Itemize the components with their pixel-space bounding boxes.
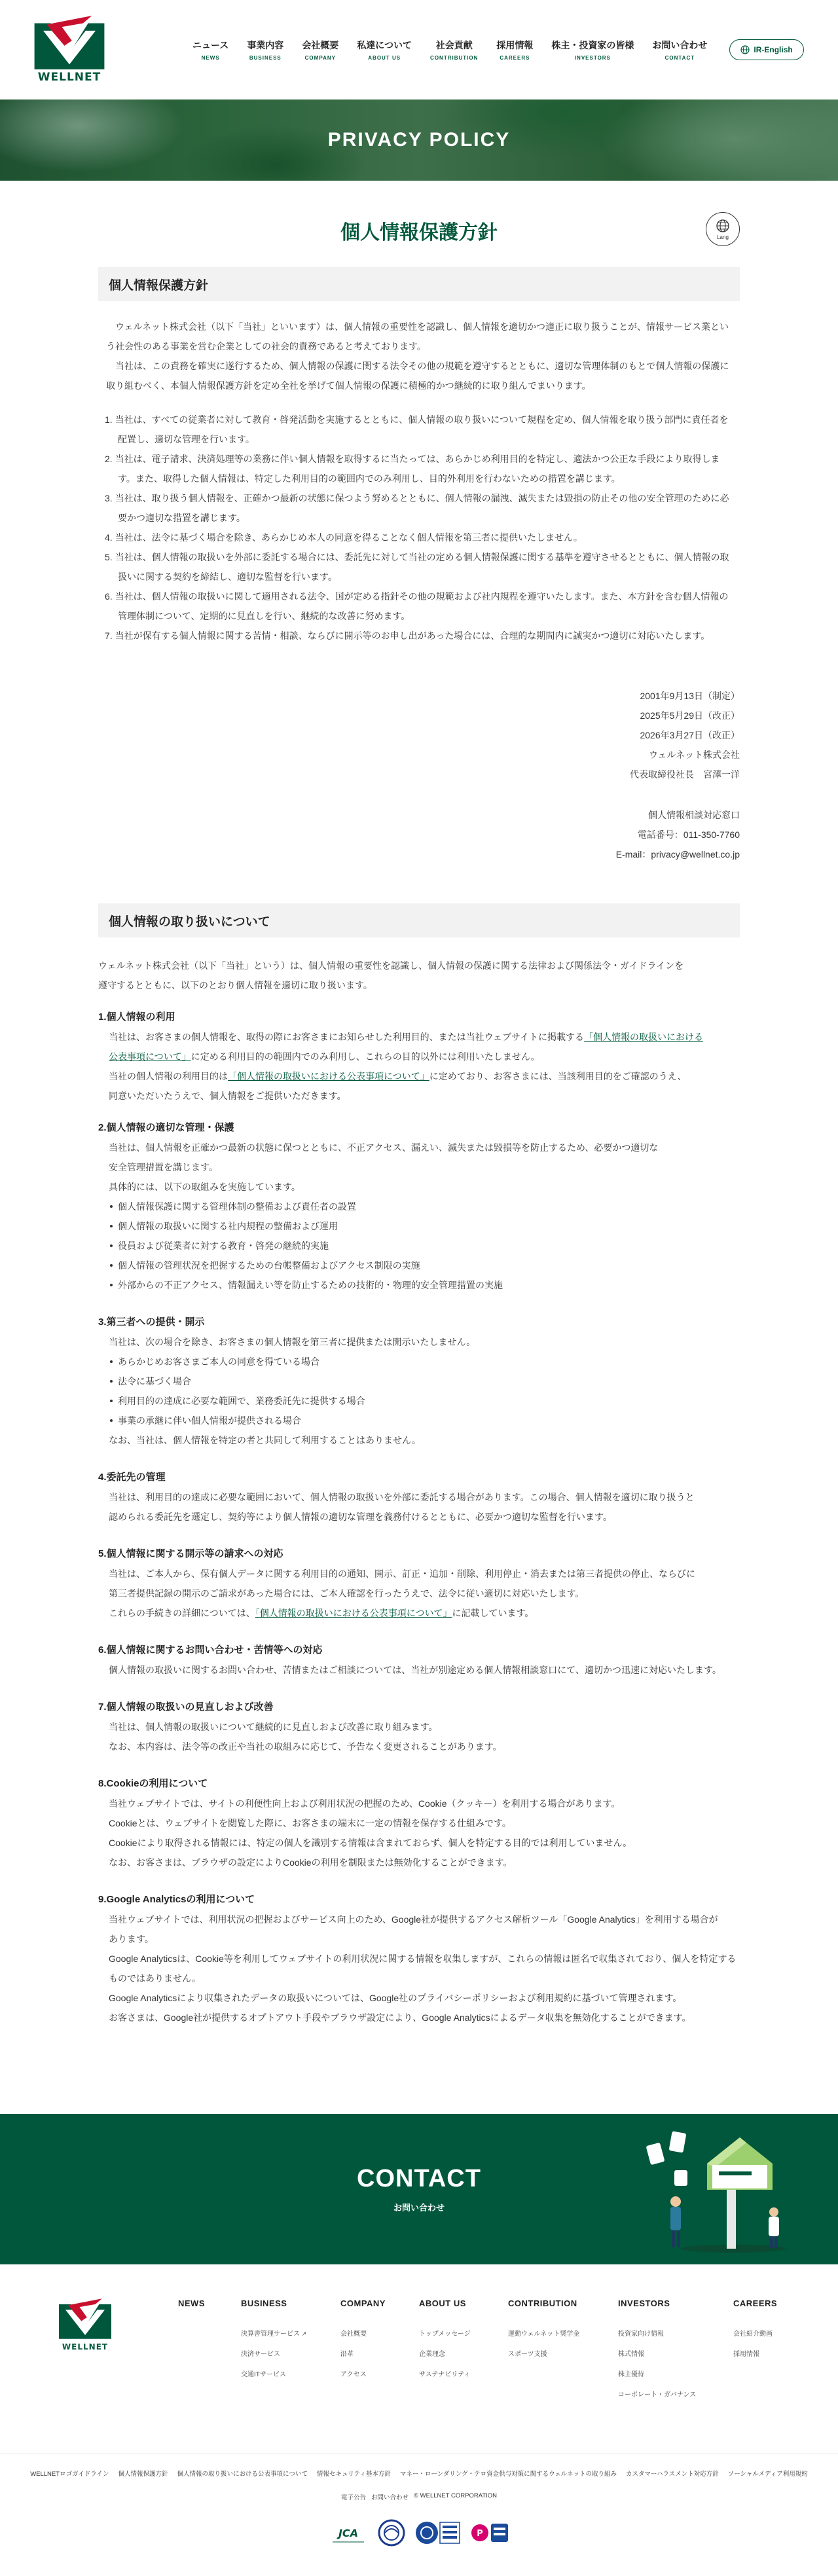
footer-meta-link[interactable]: お問い合わせ: [371, 2494, 409, 2501]
footer-meta-link[interactable]: 電子公告: [340, 2494, 366, 2501]
footer-col-heading[interactable]: CAREERS: [733, 2298, 778, 2308]
mailbox-illustration-icon: [635, 2124, 792, 2255]
logo-text: WELLNET: [37, 71, 101, 84]
certification-badges: [0, 2518, 838, 2576]
policy-signature: [98, 645, 740, 784]
footer-columns: [178, 2298, 799, 2409]
footer-link-label: 決算書管理サービス: [241, 2331, 300, 2338]
footer-logo[interactable]: [59, 2298, 111, 2351]
nav-news[interactable]: [183, 39, 238, 61]
paragraph: Google Analyticsにより収集されたデータの取扱いについては、Google社のプライバシーポリシーおよび利用規約に基づいて管理されます。: [109, 1993, 682, 2003]
representative: 代表取締役社長 宮澤一洋: [630, 769, 740, 780]
footer-link[interactable]: トップメッセージ: [419, 2331, 471, 2338]
footer-col-news: [178, 2298, 241, 2409]
subsection-title: 6.個人情報に関するお問い合わせ・苦情等への対応: [98, 1644, 323, 1656]
section-heading-handling: 個人情報の取り扱いについて: [98, 903, 740, 937]
paragraph: 当社は、ご本人から、保有個人データに関する利用目的の通知、開示、訂正・追加・削除、利用停止・消去または第三者提供の停止、ならびに: [109, 1569, 695, 1579]
nav-label-en: INVESTORS: [574, 55, 611, 61]
nav-investors[interactable]: [542, 39, 643, 61]
footer-link[interactable]: サステナビリティ: [419, 2371, 471, 2378]
footer-logo-text: WELLNET: [62, 2342, 109, 2351]
paragraph: 個人情報の取扱いに関するお問い合わせ、苦情またはご相談については、当社が別途定める個人情報相談窓口にて、適切かつ迅速に対応いたします。: [109, 1665, 721, 1675]
list-item: 個人情報の取扱いに関する社内規程の整備および運用: [109, 1216, 740, 1236]
list-item: あらかじめお客さまご本人の同意を得ている場合: [109, 1352, 740, 1371]
subsection-body: [98, 1138, 740, 1197]
list-item: 5. 当社は、個人情報の取扱いを外部に委託する場合には、委託先に対して当社の定める個人情報保護に関する基準を遵守させるとともに、個人情報の取扱いに関する契約を締結し、適切な監督を行います。: [105, 552, 729, 582]
subsection-title: 9.Google Analyticsの利用について: [98, 1894, 255, 1905]
nav-label-jp: 株主・投資家の皆様: [551, 40, 634, 50]
footer-link[interactable]: [241, 2328, 340, 2338]
subsection-body: [98, 1332, 740, 1352]
footer-col-contribution: [508, 2298, 618, 2409]
list-item: 個人情報保護に関する管理体制の整備および責任者の設置: [109, 1197, 740, 1216]
badge-text: P: [477, 2529, 483, 2539]
nav-label-en: COMPANY: [304, 55, 336, 61]
subsection-title: 1.個人情報の利用: [98, 1011, 175, 1023]
disclosure-link[interactable]: 「個人情報の取扱いにおける公表事項について」: [228, 1071, 429, 1081]
footer-link[interactable]: 運動ウェルネット奨学金: [508, 2331, 580, 2338]
global-nav: [183, 39, 716, 61]
paragraph: 具体的には、以下の取組みを実施しています。: [109, 1182, 301, 1192]
list-item: 役員および従業者に対する教育・啓発の継続的実施: [109, 1236, 740, 1256]
paragraph: 遵守するとともに、以下のとおり個人情報を適切に取り扱います。: [98, 980, 373, 990]
text: 当社の個人情報の利用目的は: [109, 1071, 228, 1081]
copyright: © WELLNET CORPORATION: [414, 2492, 498, 2499]
list-item: 法令に基づく場合: [109, 1371, 740, 1391]
footer-col-heading[interactable]: NEWS: [178, 2298, 205, 2308]
globe-icon: [716, 219, 730, 233]
paragraph: [109, 1027, 740, 1047]
footer-policy-link[interactable]: 個人情報の取り扱いにおける公表事項について: [177, 2471, 308, 2478]
list-item: 3. 当社は、取り扱う個人情報を、正確かつ最新の状態に保つよう努めるとともに、個人情報の漏洩、滅失または毀損の防止その他の安全管理のために必要かつ適切な措置を講じます。: [105, 493, 729, 523]
nav-label-en: NEWS: [201, 55, 220, 61]
bullet-list: [98, 1352, 740, 1430]
nav-label-en: CONTACT: [665, 55, 695, 61]
external-link-icon: ↗: [301, 2331, 307, 2337]
footer-link[interactable]: コーポレート・ガバナンス: [618, 2391, 697, 2399]
paragraph: なお、当社は、個人情報を特定の者と共同して利用することはありません。: [109, 1435, 421, 1445]
nav-business[interactable]: [238, 39, 293, 61]
date-revised: 2026年3月27日（改正）: [640, 730, 740, 740]
paragraph: 認められる委託先を選定し、契約等により個人情報の適切な管理を義務付けるとともに、必要かつ適切な監督を行います。: [109, 1512, 612, 1522]
list-item: 1. 当社は、すべての従業者に対して教育・啓発活動を実施するとともに、個人情報の取り扱いについて規程を定め、個人情報を取り扱う部門に責任者を配置し、適切な管理を行います。: [105, 414, 729, 444]
contact-banner[interactable]: [0, 2114, 838, 2264]
footer-policy-links: [0, 2469, 838, 2478]
nav-label-jp: ニュース: [192, 40, 229, 50]
handling-intro: [98, 937, 740, 995]
ir-english-button[interactable]: [729, 39, 803, 60]
contact-phone: 電話番号：011-350-7760: [637, 829, 740, 840]
date-enacted: 2001年9月13日（制定）: [640, 691, 740, 701]
subsection-body: [98, 1027, 740, 1106]
nav-label-en: BUSINESS: [249, 55, 282, 61]
text: 当社は、お客さまの個人情報を、取得の際にお客さまにお知らせした利用目的、または当社ウェブサイトに掲載する: [109, 1032, 585, 1042]
footer-link[interactable]: スポーツ支援: [508, 2351, 547, 2358]
footer-col-heading[interactable]: BUSINESS: [241, 2298, 287, 2308]
paragraph: [109, 1047, 740, 1066]
list-item: 利用目的の達成に必要な範囲で、業務委託先に提供する場合: [109, 1391, 740, 1411]
paragraph: 当社は、この責務を確実に遂行するため、個人情報の保護に関する法令その他の規範を遵守するとともに、適切な管理体制のもとで個人情報の保護に取り組むべく、本個人情報保護方針を定め全社を挙げて個人情報の保護に積極的かつ継続的に取り組んでまいります。: [106, 361, 729, 391]
subsection-body: [98, 1910, 740, 2027]
footer-link[interactable]: 企業理念: [419, 2351, 445, 2358]
date-revised: 2025年5月29日（改正）: [640, 710, 740, 721]
subsection-title: 5.個人情報に関する開示等の請求への対応: [98, 1548, 283, 1559]
nav-company[interactable]: [293, 39, 348, 61]
privacy-contact-info: [98, 784, 740, 864]
subsection-body: [98, 1794, 740, 1872]
footer-link[interactable]: 交通ITサービス: [241, 2371, 286, 2378]
paragraph: [109, 1603, 740, 1623]
privacy-mark-badge-icon: [470, 2518, 509, 2547]
nav-label-jp: 事業内容: [247, 40, 284, 50]
nav-label-jp: お問い合わせ: [652, 40, 708, 50]
footer-col-heading[interactable]: INVESTORS: [618, 2298, 670, 2308]
contact-email: E-mail：privacy@wellnet.co.jp: [615, 849, 740, 860]
list-item: 2. 当社は、電子請求、決済処理等の業務に伴い個人情報を取得するに当たっては、あらかじめ利用目的を特定し、適法かつ公正な手段により取得します。また、取得した個人情報は、特定した利用目的の範囲内でのみ利用し、目的外利用を行わないための措置を講じます。: [105, 454, 720, 484]
paragraph: ものではありません。: [109, 1973, 201, 1984]
wellnet-logo-mark-icon: [59, 2298, 111, 2339]
footer-link[interactable]: アクセス: [340, 2371, 367, 2378]
footer-link[interactable]: 会社概要: [340, 2331, 367, 2338]
footer-policy-link[interactable]: マネー・ローンダリング・テロ資金供与対策に関するウェルネットの取り組み: [399, 2471, 617, 2478]
footer-link[interactable]: 株主優待: [618, 2371, 644, 2378]
subsection-title: 2.個人情報の適切な管理・保護: [98, 1122, 234, 1133]
paragraph: お客さまは、Google社が提供するオプトアウト手段やブラウザ設定により、Google Analyticsによるデータ収集を無効化することができます。: [109, 2012, 691, 2023]
globe-icon: [740, 45, 750, 54]
paragraph: 当社は、個人情報の取扱いについて継続的に見直しおよび改善に取り組みます。: [109, 1722, 438, 1732]
list-item: 外部からの不正アクセス、情報漏えい等を防止するための技術的・物理的安全管理措置の実施: [109, 1275, 740, 1295]
nav-label-en: CAREERS: [500, 55, 530, 61]
language-button[interactable]: [706, 212, 740, 246]
subsection-body: [98, 1564, 740, 1623]
list-item: 6. 当社は、個人情報の取扱いに関して適用される法令、国が定める指針その他の規範および社内規程を遵守いたします。また、本方針を含む個人情報の管理体制について、定期的に見直しを行い、継続的な改善に努めます。: [105, 591, 729, 621]
paragraph: 第三者提供記録の開示のご請求があった場合には、ご本人確認を行ったうえで、法令に従い適切に対応いたします。: [109, 1588, 585, 1599]
footer-col-heading[interactable]: CONTRIBUTION: [508, 2298, 577, 2308]
contact-subtitle: お問い合わせ: [393, 2203, 445, 2213]
footer-link[interactable]: 沿革: [340, 2351, 354, 2358]
paragraph: ウェルネット株式会社（以下「当社」といいます）は、個人情報の重要性を認識し、個人情報を適切かつ適正に取り扱うことが、情報サービス業という社会性のある事業を営む企業としての社会的責務であると考えております。: [106, 321, 729, 352]
nav-label-jp: 社会貢献: [435, 40, 473, 50]
paragraph: 当社ウェブサイトでは、利用状況の把握およびサービス向上のため、Google社が提供するアクセス解析ツール「Google Analytics」を利用する場合が: [109, 1914, 718, 1925]
paragraph: 当社は、利用目的の達成に必要な範囲において、個人情報の取扱いを外部に委託する場合があります。この場合、個人情報を適切に取り扱うと: [109, 1492, 695, 1502]
paragraph: ウェルネット株式会社（以下「当社」という）は、個人情報の重要性を認識し、個人情報の保護に関する法律および関係法令・ガイドラインを: [98, 960, 684, 971]
footer-policy-link[interactable]: ソーシャルメディア利用規約: [727, 2471, 808, 2478]
paragraph: Cookieとは、ウェブサイトを閲覧した際に、お客さまの端末に一定の情報を保存する仕組みです。: [109, 1818, 511, 1828]
text: に定めており、お客さまには、当該利用目的をご確認のうえ、: [429, 1071, 687, 1081]
footer-bottom: [0, 2454, 838, 2576]
list-item: 4. 当社は、法令に基づく場合を除き、あらかじめ本人の同意を得ることなく個人情報を第三者に提供いたしません。: [105, 532, 583, 543]
paragraph: 当社ウェブサイトでは、サイトの利便性向上および利用状況の把握のため、Cookie（クッキー）を利用する場合があります。: [109, 1798, 621, 1809]
text: に定める利用目的の範囲内でのみ利用し、これらの目的以外には利用いたしません。: [191, 1051, 540, 1062]
text: これらの手続きの詳細については、: [109, 1608, 255, 1618]
footer-policy-link[interactable]: 情報セキュリティ基本方針: [316, 2471, 391, 2478]
footer-col-heading[interactable]: COMPANY: [340, 2298, 386, 2308]
footer-policy-link[interactable]: 個人情報保護方針: [118, 2471, 168, 2478]
contact-title: CONTACT: [357, 2165, 481, 2192]
footer-link[interactable]: 決済サービス: [241, 2351, 280, 2358]
ir-english-label: IR-English: [754, 45, 793, 54]
site-footer: [0, 2264, 838, 2454]
footer-col-company: [340, 2298, 419, 2409]
nav-label-jp: 採用情報: [496, 40, 534, 50]
handling-section: [98, 903, 740, 2027]
paragraph: 当社は、次の場合を除き、お客さまの個人情報を第三者に提供または開示いたしません。: [109, 1337, 476, 1347]
disclosure-link[interactable]: 「個人情報の取扱いにおける公表事項について」: [255, 1608, 452, 1618]
policy-list: [98, 395, 740, 645]
footer-col-careers: [733, 2298, 799, 2409]
footer-link[interactable]: 株式情報: [618, 2351, 644, 2358]
footer-policy-link[interactable]: カスタマーハラスメント対応方針: [625, 2471, 719, 2478]
paragraph: なお、お客さまは、ブラウザの設定によりCookieの利用を制限または無効化することができます。: [109, 1857, 513, 1868]
subsection-title: 8.Cookieの利用について: [98, 1778, 208, 1789]
footer-col-business: [241, 2298, 340, 2409]
main-content: [98, 181, 740, 2027]
iso-badge-icon: [377, 2518, 406, 2547]
subsection-title: 4.委託先の管理: [98, 1472, 166, 1483]
subsection-title: 7.個人情報の取扱いの見直しおよび改善: [98, 1701, 274, 1713]
section-heading-policy: 個人情報保護方針: [98, 267, 740, 301]
wellnet-logo-mark-icon: [33, 16, 106, 69]
bullet-list: [98, 1197, 740, 1295]
paragraph: [109, 1066, 740, 1086]
paragraph: Google Analyticsは、Cookie等を利用してウェブサイトの利用状況に関する情報を収集しますが、これらの情報は匿名で収集されており、個人を特定する: [109, 1953, 737, 1964]
isms-badge-icon: [415, 2518, 461, 2547]
paragraph: なお、本内容は、法令等の改正や当社の取組みに応じて、予告なく変更されることがあります。: [109, 1741, 502, 1752]
jca-badge-icon: [329, 2518, 368, 2547]
disclosure-link[interactable]: 「個人情報の取扱いにおける: [584, 1032, 704, 1042]
footer-link[interactable]: 投資家向け情報: [618, 2331, 664, 2338]
nav-about-us[interactable]: [348, 39, 421, 61]
footer-meta-links: [0, 2492, 838, 2501]
subsection-body: [98, 1487, 740, 1527]
nav-careers[interactable]: [487, 39, 542, 61]
footer-col-about: [419, 2298, 508, 2409]
paragraph: 同意いただいたうえで、個人情報をご提供いただきます。: [109, 1091, 346, 1101]
paragraph: 安全管理措置を講じます。: [109, 1162, 218, 1172]
text: に記載しています。: [452, 1608, 534, 1618]
badge-text: JCA: [338, 2527, 359, 2539]
disclosure-link[interactable]: 公表事項について」: [109, 1051, 191, 1062]
nav-label-en: CONTRIBUTION: [430, 55, 479, 61]
footer-policy-link[interactable]: WELLNETロゴガイドライン: [30, 2471, 109, 2478]
list-item: 事業の承継に伴い個人情報が提供される場合: [109, 1411, 740, 1430]
site-header: [0, 0, 838, 100]
nav-contribution[interactable]: [421, 39, 487, 61]
footer-link[interactable]: 会社紹介動画: [733, 2331, 773, 2338]
wellnet-logo[interactable]: [31, 16, 107, 84]
page-title: 個人情報保護方針: [340, 222, 498, 244]
nav-contact[interactable]: [643, 39, 716, 61]
list-item: 個人情報の管理状況を把握するための台帳整備およびアクセス制限の実施: [109, 1256, 740, 1275]
subsection-body: [98, 1430, 740, 1450]
contact-desk: 個人情報相談対応窓口: [648, 810, 740, 820]
list-item: 7. 当社が保有する個人情報に関する苦情・相談、ならびに開示等のお申し出があった場合には、合理的な期間内に誠実かつ適切に対応いたします。: [105, 630, 710, 641]
subsection-body: [98, 1717, 740, 1756]
language-label: Lang: [717, 234, 729, 240]
nav-label-en: ABOUT US: [368, 55, 401, 61]
footer-link[interactable]: 採用情報: [733, 2351, 759, 2358]
hero-title: PRIVACY POLICY: [327, 129, 511, 151]
hero-banner: [0, 100, 838, 181]
footer-col-investors: [618, 2298, 733, 2409]
policy-intro: [98, 301, 740, 395]
nav-label-jp: 私達について: [357, 40, 412, 50]
company-name: ウェルネット株式会社: [648, 750, 740, 760]
footer-col-heading[interactable]: ABOUT US: [419, 2298, 466, 2308]
subsection-title: 3.第三者への提供・開示: [98, 1316, 205, 1328]
nav-label-jp: 会社概要: [302, 40, 339, 50]
paragraph: あります。: [109, 1934, 154, 1944]
paragraph: Cookieにより取得される情報には、特定の個人を識別する情報は含まれておらず、個人を特定する目的では利用していません。: [109, 1838, 632, 1848]
paragraph: 当社は、個人情報を正確かつ最新の状態に保つとともに、不正アクセス、漏えい、滅失または毀損等を防止するため、必要かつ適切な: [109, 1142, 659, 1153]
subsection-body: [98, 1660, 740, 1680]
